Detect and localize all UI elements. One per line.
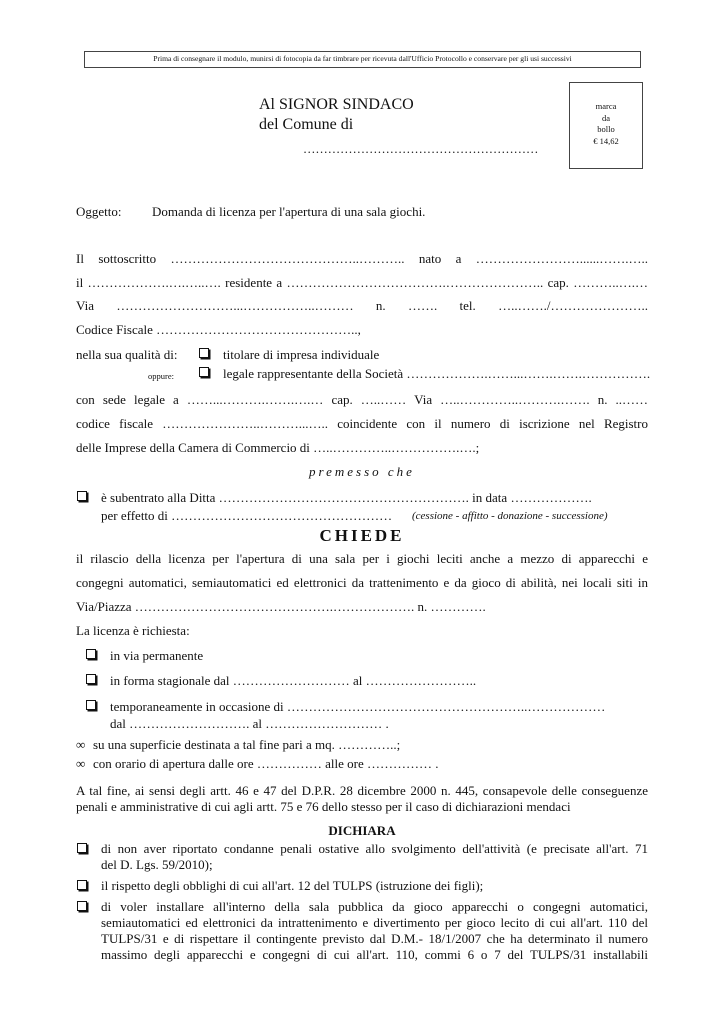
infinity-icon: ∞	[76, 756, 86, 771]
checkbox-temporary[interactable]	[86, 700, 96, 710]
checkbox-seasonal[interactable]	[86, 674, 96, 684]
request-line-2: congegni automatici, semiautomatici ed elettronici da trattenimento e da gioco di abilità, nei locali siti in	[76, 575, 648, 590]
dichiara-heading: DICHIARA	[328, 823, 396, 838]
location-line[interactable]: Via/Piazza ……………………………………….………………. n. ………….	[76, 599, 486, 614]
decl-art12: il rispetto degli obblighi di cui all'art. 12 del TULPS (istruzione dei figli);	[101, 878, 484, 893]
company-seat-line[interactable]: con sede legale a ……...……….…….….… cap. …..…… Via …..…………..……….……. n. ..……	[76, 392, 648, 407]
chamber-line[interactable]: delle Imprese della Camera di Commercio di …..…………..…………….….;	[76, 440, 480, 455]
recipient-title: Al SIGNOR SINDACO	[259, 96, 414, 113]
decl-no-convictions-2: del D. Lgs. 59/2010);	[101, 857, 213, 872]
infinity-icon: ∞	[76, 737, 86, 752]
stamp-line-3: bollo	[597, 124, 615, 134]
subject-text: Domanda di licenza per l'apertura di una sala giochi.	[152, 204, 426, 219]
option-legal-representative[interactable]: legale rappresentante della Società ……………….……...…….…….…………….	[223, 366, 651, 381]
applicant-address-line[interactable]: Via ………………………...……………..……… n. ……. tel. …..……./…………………..	[76, 298, 648, 313]
decl-install-4: massimo degli apparecchi e congegni di cui all'art. 110, commi 6 o 7 del TULPS/31 installabili	[101, 947, 648, 962]
decl-install-2: semiautomatici ed elettronici da intrattenimento e divertimento per gioco lecito di cui all'art. 110 del	[101, 915, 648, 930]
notice-box	[84, 51, 641, 68]
stamp-line-1: marca	[595, 101, 617, 111]
effetto-note: (cessione - affitto - donazione - successione)	[412, 510, 608, 522]
checkbox-no-convictions[interactable]	[77, 843, 87, 853]
checkbox-legal-representative[interactable]	[199, 367, 209, 377]
checkbox-individual-owner[interactable]	[199, 348, 209, 358]
option-seasonal[interactable]: in forma stagionale dal ……………………… al ……………………..	[110, 673, 477, 688]
surface-line[interactable]: su una superficie destinata a tal fine pari a mq. …………..;	[93, 737, 401, 752]
company-tax-line[interactable]: codice fiscale …………………..………...….. coincidente con il numero di iscrizione nel Registro	[76, 416, 648, 431]
premesso-heading: premesso che	[309, 464, 415, 479]
option-temporary[interactable]: temporaneamente in occasione di ………………………………………………..………………	[110, 699, 606, 714]
recipient-comune: del Comune di	[259, 116, 354, 133]
fiscal-code-line[interactable]: Codice Fiscale ………………………………………..,	[76, 322, 361, 337]
comune-field[interactable]: …………………………………………………	[303, 142, 539, 156]
decl-no-convictions-1: di non aver riportato condanne penali ostative allo svolgimento dell'attività (e precisate all'art. 71	[101, 841, 648, 856]
checkbox-subentrato[interactable]	[77, 491, 87, 501]
decl-install-3: TULPS/31 e di rispettare il contingente previsto dal D.M.- 18/1/2007 che ha determinato il numero	[101, 931, 648, 946]
stamp-line-4: € 14,62	[593, 135, 619, 146]
subject-label: Oggetto:	[76, 204, 122, 219]
stamp-line-2: da	[601, 112, 611, 123]
decl-install-1: di voler installare all'interno della sala pubblica da gioco apparecchi o congegni automatici,	[101, 899, 648, 914]
option-individual-owner: titolare di impresa individuale	[223, 347, 380, 362]
effetto-line[interactable]: per effetto di ……………………………………………	[101, 508, 393, 523]
subentrato-line[interactable]: è subentrato alla Ditta …………………………………………………. in data ……………….	[101, 490, 592, 505]
declaration-intro-1: A tal fine, ai sensi degli artt. 46 e 47 del D.P.R. 28 dicembre 2000 n. 445, consapevole delle conseguenze	[76, 783, 648, 798]
applicant-birth-line[interactable]: il ……………….….…..…. residente a ……………………………….………………….. cap. ………..….…	[76, 275, 648, 290]
oppure-label: oppure:	[148, 371, 174, 381]
declaration-intro-2: penali e amministrative di cui agli artt. 75 e 76 dello stesso per il caso di dichiarazioni mendaci	[76, 799, 571, 814]
request-line-1: il rilascio della licenza per l'apertura di una sala per i giochi leciti anche a mezzo di apparecchi e	[76, 551, 648, 566]
temporary-dates[interactable]: dal ………………………. al ……………………… .	[110, 716, 389, 731]
applicant-name-line[interactable]: Il sottoscritto ……………………………………..……….. nato a ……………………......…….…..	[76, 251, 648, 266]
chiede-heading: CHIEDE	[319, 526, 405, 545]
revenue-stamp-box	[569, 82, 643, 169]
opening-hours-line[interactable]: con orario di apertura dalle ore …………… alle ore …………… .	[93, 756, 439, 771]
checkbox-art12[interactable]	[77, 880, 87, 890]
checkbox-install-devices[interactable]	[77, 901, 87, 911]
checkbox-permanent[interactable]	[86, 649, 96, 659]
notice-text: Prima di consegnare il modulo, munirsi di fotocopia da far timbrare per ricevuta dall'Ufficio Protocollo e conservare per gli usi successivi	[153, 54, 572, 63]
option-permanent: in via permanente	[110, 648, 204, 663]
richiesta-label: La licenza è richiesta:	[76, 623, 190, 638]
quality-label: nella sua qualità di:	[76, 347, 178, 362]
